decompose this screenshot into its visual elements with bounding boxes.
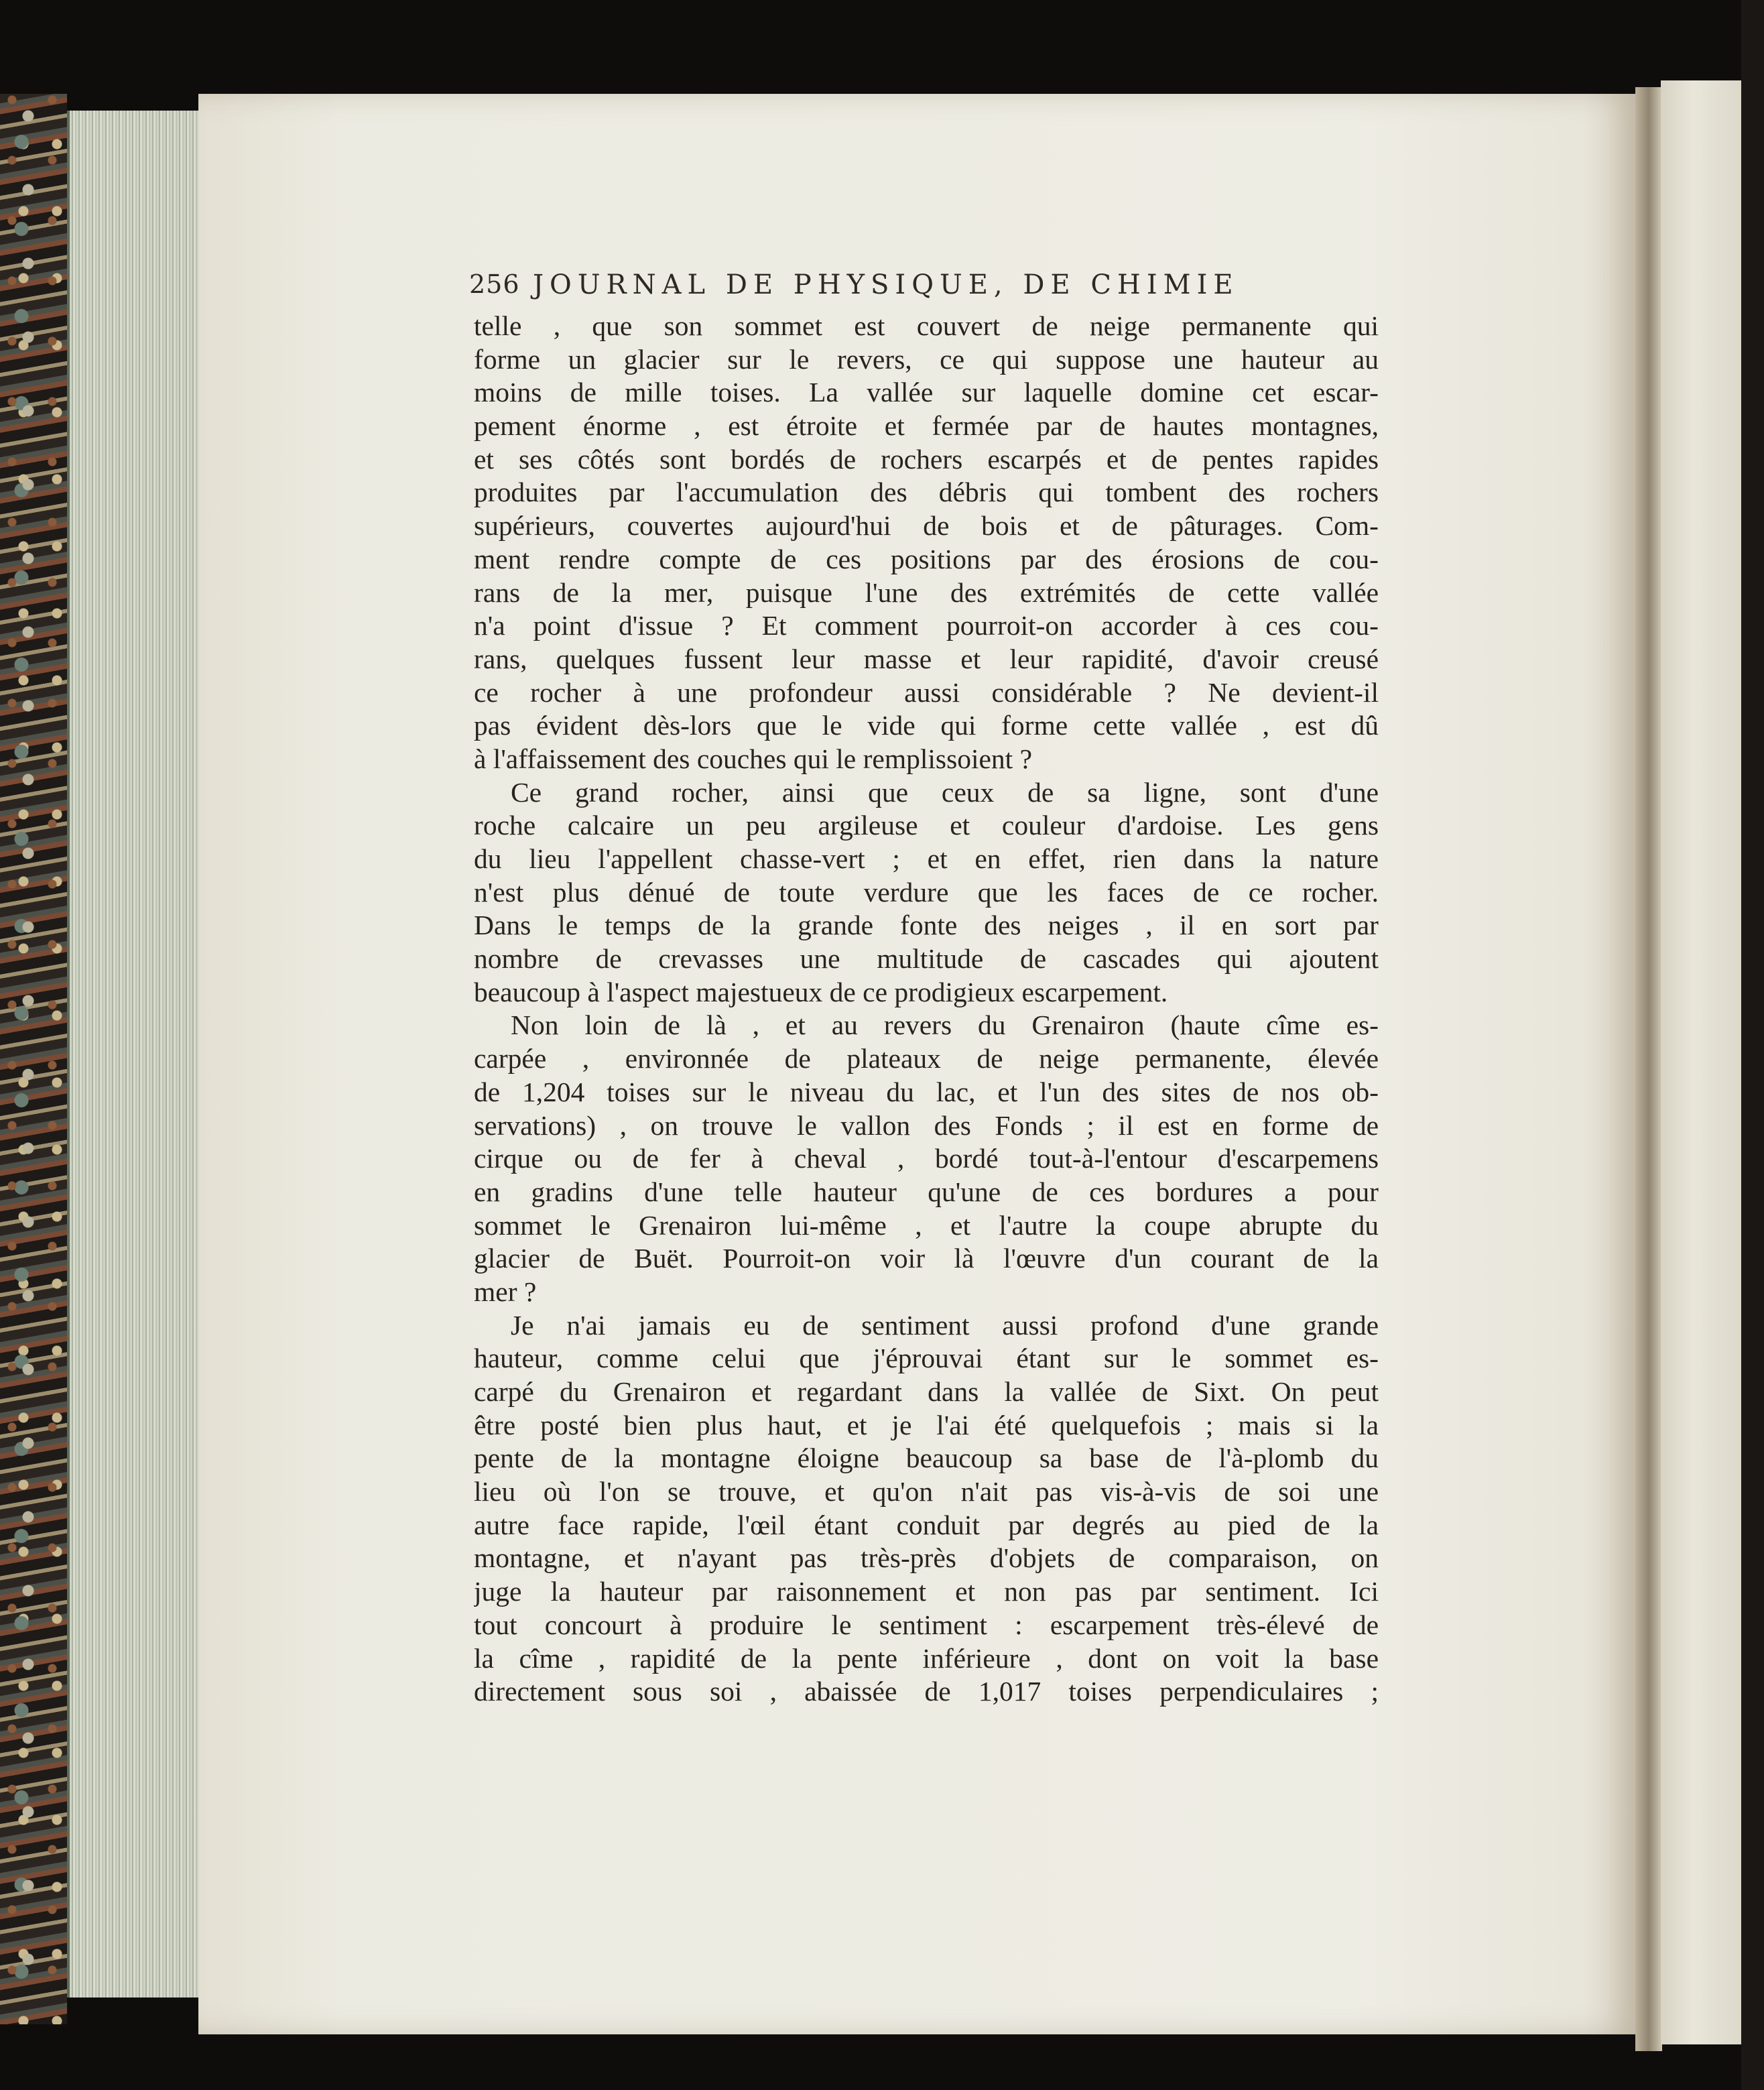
text-line: autre face rapide, l'œil étant conduit par degrés au pied de la (474, 1509, 1379, 1540)
marbled-cover-left (0, 94, 67, 2024)
text-line: la cîme , rapidité de la pente inférieure , dont on voit la base (474, 1642, 1379, 1674)
text-line: cirque ou de fer à cheval , bordé tout-à-l'entour d'escarpemens (474, 1143, 1379, 1174)
text-line: pas évident dès-lors que le vide qui forme cette vallée , est dû (474, 710, 1379, 741)
text-line: tout concourt à produire le sentiment : escarpement très-élevé de (474, 1609, 1379, 1640)
text-line: lieu où l'on se trouve, et qu'on n'ait pas vis-à-vis de soi une (474, 1476, 1379, 1508)
text-line: en gradins d'une telle hauteur qu'une de ces bordures a pour (474, 1176, 1379, 1207)
text-line: montagne, et n'ayant pas très-près d'objets de comparaison, on (474, 1542, 1379, 1574)
text-line: Dans le temps de la grande fonte des neiges , il en sort par (474, 910, 1379, 941)
text-line: directement sous soi , abaissée de 1,017 toises perpendiculaires ; (474, 1676, 1379, 1707)
text-line: servations) , on trouve le vallon des Fonds ; il est en forme de (474, 1109, 1379, 1141)
text-line: hauteur, comme celui que j'éprouvai étant sur le sommet es- (474, 1343, 1379, 1374)
text-line: carpée , environnée de plateaux de neige permanente, élevée (474, 1043, 1379, 1074)
text-line: nombre de crevasses une multitude de cascades qui ajoutent (474, 943, 1379, 975)
text-line: moins de mille toises. La vallée sur laquelle domine cet escar- (474, 377, 1379, 408)
text-line: de 1,204 toises sur le niveau du lac, et l'un des sites de nos ob- (474, 1076, 1379, 1107)
text-line: pement énorme , est étroite et fermée par de hautes montagnes, (474, 410, 1379, 442)
text-line: produites par l'accumulation des débris qui tombent des rochers (474, 477, 1379, 508)
text-line: mer ? (474, 1276, 537, 1307)
cover-right (1741, 0, 1764, 2090)
text-line: Ce grand rocher, ainsi que ceux de sa ligne, sont d'une (511, 776, 1379, 808)
text-line: sommet le Grenairon lui-même , et l'autre la coupe abrupte du (474, 1209, 1379, 1241)
text-line: n'a point d'issue ? Et comment pourroit-on accorder à ces cou- (474, 610, 1379, 641)
text-line: n'est plus dénué de toute verdure que les faces de ce rocher. (474, 876, 1379, 908)
page-header (469, 269, 1307, 310)
text-line: du lieu l'appellent chasse-vert ; et en effet, rien dans la nature (474, 843, 1379, 874)
text-line: juge la hauteur par raisonnement et non pas par sentiment. Ici (474, 1576, 1379, 1607)
text-line: pente de la montagne éloigne beaucoup sa base de l'à-plomb du (474, 1442, 1379, 1474)
text-line: carpé du Grenairon et regardant dans la vallée de Sixt. On peut (474, 1376, 1379, 1407)
page-number: 256 (469, 269, 520, 299)
text-line: à l'affaissement des couches qui le remplissoient ? (474, 743, 1032, 774)
text-line: supérieurs, couvertes aujourd'hui de bois et de pâturages. Com- (474, 510, 1379, 542)
text-line: et ses côtés sont bordés de rochers escarpés et de pentes rapides (474, 443, 1379, 475)
text-line: forme un glacier sur le revers, ce qui suppose une hauteur au (474, 343, 1379, 375)
text-line: Je n'ai jamais eu de sentiment aussi profond d'une grande (511, 1309, 1379, 1341)
text-line: être posté bien plus haut, et je l'ai été quelquefois ; mais si la (474, 1409, 1379, 1440)
text-line: ce rocher à une profondeur aussi considérable ? Ne devient-il (474, 676, 1379, 708)
text-line: telle , que son sommet est couvert de neige permanente qui (474, 310, 1379, 341)
running-head: JOURNAL DE PHYSIQUE, DE CHIMIE (533, 269, 1239, 300)
text-line: rans, quelques fussent leur masse et leur rapidité, d'avoir creusé (474, 643, 1379, 674)
text-line: beaucoup à l'aspect majestueux de ce prodigieux escarpement. (474, 976, 1168, 1007)
book-gutter (1635, 87, 1662, 2051)
page-edges (67, 111, 204, 1997)
text-line: ment rendre compte de ces positions par des érosions de cou- (474, 543, 1379, 574)
body-text (474, 310, 1379, 1709)
text-line: roche calcaire un peu argileuse et couleur d'ardoise. Les gens (474, 810, 1379, 841)
facing-page-edge (1661, 80, 1741, 2044)
text-line: Non loin de là , et au revers du Grenairon (haute cîme es- (511, 1009, 1379, 1041)
text-line: glacier de Buët. Pourroit-on voir là l'œuvre d'un courant de la (474, 1243, 1379, 1274)
text-line: rans de la mer, puisque l'une des extrémités de cette vallée (474, 576, 1379, 608)
